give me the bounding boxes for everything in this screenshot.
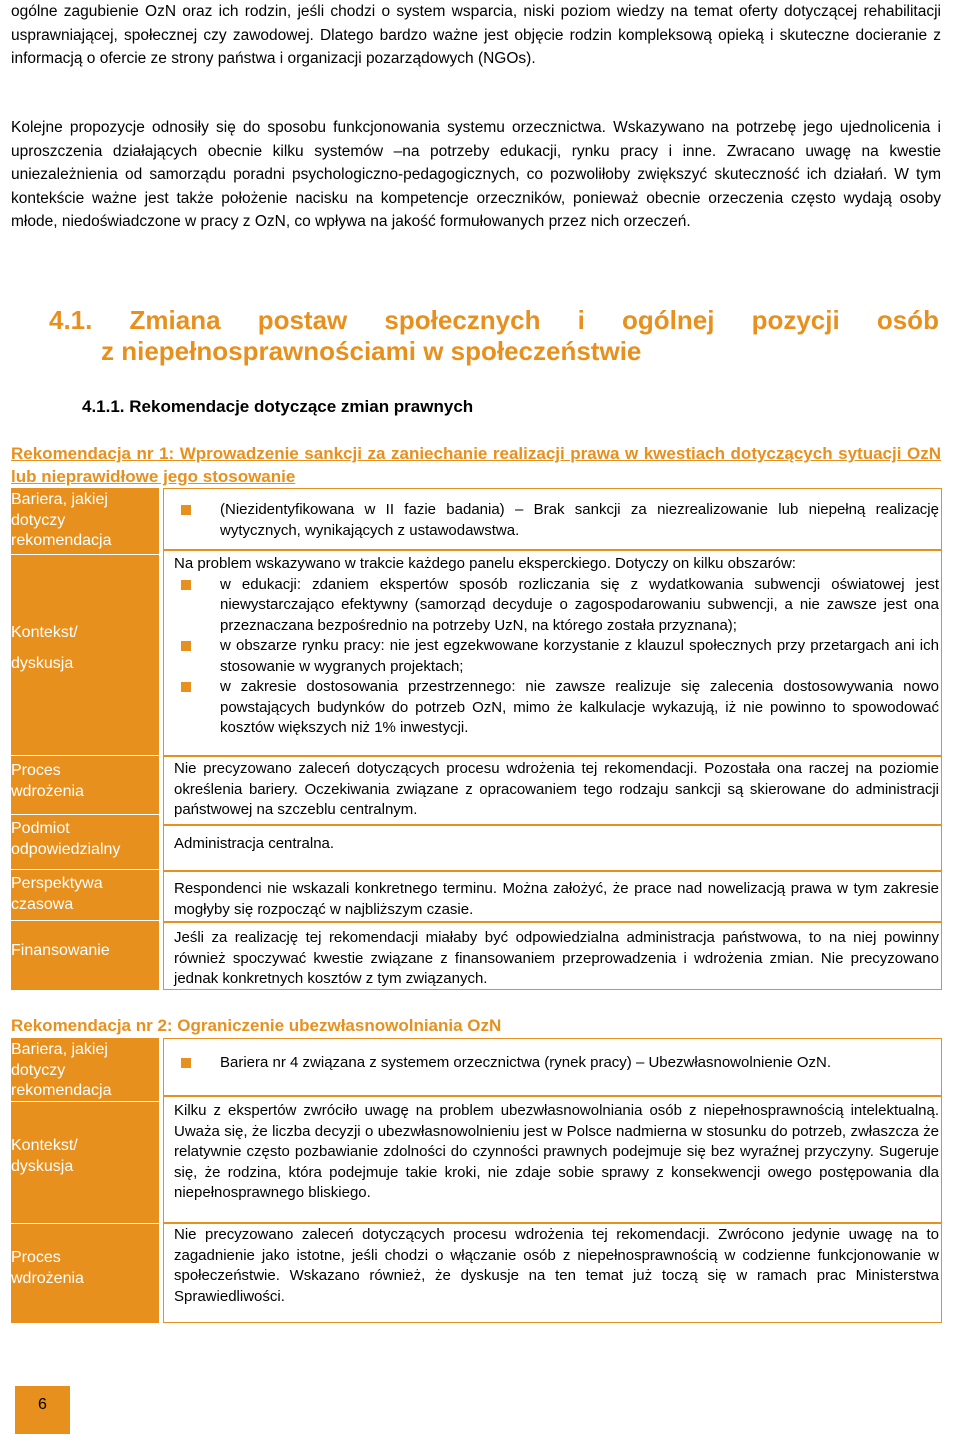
section-heading-line2: z niepełnosprawnościami w społeczeństwie <box>101 336 642 366</box>
intro-paragraph: ogólne zagubienie OzN oraz ich rodzin, jeśli chodzi o system wsparcia, niski poziom wiedzy na temat oferty dotyczącej rehabilitacji usprawniającej, społecznej czy zawodowej. Dlatego bardzo ważne jest objęcie rodzin kompleksową opieką i skuteczne docieranie z informacją o ofercie ze strony państwa i organizacji pozarządowych (NGOs). <box>11 3 941 67</box>
section-heading-line1: 4.1. Zmiana postaw społecznych i ogólnej pozycji osób <box>49 305 939 335</box>
rec2-bariera-cell: Bariera nr 4 związana z systemem orzecznictwa (rynek pracy) – Ubezwłasnowolnienie OzN. <box>174 1053 939 1074</box>
list-item: w zakresie dostosowania przestrzennego: nie zawsze realizuje się zalecenia dostosowywania nowo powstających budynków do potrzeb OzN, mimo że kalkulacje wykazują, iż nie powinno to spowodować kosztów większych niż 1% inwestycji. <box>174 677 939 739</box>
rec1-content-box <box>163 488 942 990</box>
rec2-label-kontekst: Kontekst/ dyskusja <box>11 1137 78 1175</box>
page-number: 6 <box>38 1396 47 1413</box>
rec1-kontekst-cell: Na problem wskazywano w trakcie każdego panelu eksperckiego. Dotyczy on kilku obszarów: w edukacji: zdaniem ekspertów sposób rozliczania się z wydatkowania subwencji oświatowej jest niewystarczająco efektywny (samorząd decyduje o zagospodarowaniu subwencji, a nie zawsze jest ona przeznaczana bezpośrednio na potrzeby UzN, na którego została przyznana); w obszarze rynku pracy: nie jest egzekwowane korzystanie z klauzul społecznych przy przetargach ani ich stosowanie w wygranych projektach; w zakresie dostosowania przestrzennego: nie zawsze realizuje się zalecenia dostosowywania nowo powstających budynków do potrzeb OzN, mimo że kalkulacje wykazują, iż nie powinno to spowodować kosztów większych niż 1% inwestycji. <box>174 554 939 739</box>
rec1-label-perspektywa: Perspektywa czasowa <box>11 875 103 913</box>
rec1-label-finansowanie: Finansowanie <box>11 942 110 959</box>
orzecznictwo-paragraph: Kolejne propozycje odnosiły się do sposobu funkcjonowania systemu orzecznictwa. Wskazywano na potrzebę jego ujednolicenia i uproszczenia działających obecnie kilku systemów –na potrzeby edukacji, rynku pracy i inne. Zwracano uwagę na kwestie uniezależnienia od samorządu poradni psychologiczno-pedagogicznych, co pozwoliłoby zwiększyć skuteczność ich działań. W tym kontekście ważne jest także położenie nacisku na kompetencje orzeczników, ponieważ obecnie orzeczenia często wydają osoby młode, niedoświadczone w pracy z OzN, co wpływa na jakość formułowanych przez nich orzeczeń. <box>11 119 941 230</box>
rec1-title: Rekomendacja nr 1: Wprowadzenie sankcji za zaniechanie realizacji prawa w kwestiach dotyczących sytuacji OzN lub nieprawidłowe jego stosowanie <box>11 444 941 486</box>
rec2-label-bariera: Bariera, jakiej dotyczy rekomendacja <box>11 1041 112 1099</box>
page-number-box <box>15 1386 70 1434</box>
bullet-square-icon <box>181 682 191 692</box>
rec1-label-dyskusja: dyskusja <box>11 655 74 672</box>
rec1-label-kontekst: Kontekst/ <box>11 624 78 641</box>
section-number: 4.1. <box>49 305 93 335</box>
rec1-bariera-cell: (Niezidentyfikowana w II fazie badania) – Brak sankcji za niezrealizowanie lub niepełną realizację wytycznych, wynikających z ustawodawstwa. <box>174 500 939 541</box>
list-item: w obszarze rynku pracy: nie jest egzekwowane korzystanie z klauzul społecznych przy przetargach ani ich stosowanie w wygranych projektach; <box>174 636 939 677</box>
rec1-proces-cell: Nie precyzowano zaleceń dotyczących procesu wdrożenia tej rekomendacji. Pozostała ona raczej na poziomie określenia bariery. Oczekiwania związane z opracowaniem tego rodzaju sankcji są skierowane do administracji państwowej na szczeblu centralnym. <box>174 760 939 818</box>
rec1-podmiot-cell: Administracja centralna. <box>174 835 335 852</box>
rec1-perspektywa-cell: Respondenci nie wskazali konkretnego terminu. Można założyć, że prace nad nowelizacją prawa w tym zakresie mogłyby się rozpocząć w najbliższym czasie. <box>174 880 939 918</box>
rec2-label-column <box>11 1038 159 1323</box>
rec2-kontekst-cell: Kilku z ekspertów zwróciło uwagę na problem ubezwłasnowolniania osób z niepełnosprawnością intelektualną. Uważa się, że liczba decyzji o ubezwłasnowolnieniu jest w Polsce nadmierna w stosunku do potrzeb, zwłaszcza że relatywnie często pozbawianie zdolności do czynności prawnych podejmuje się bez wyraźnej przyczyny. Sugeruje się, że rodzina, która podejmuje takie kroki, nie zdaje sobie sprawy z konsekwencji owego postępowania dla niepełnosprawnego bliskiego. <box>174 1102 939 1201</box>
bullet-square-icon <box>181 641 191 651</box>
bullet-square-icon <box>181 1058 191 1068</box>
section-heading <box>49 305 939 367</box>
rec2-title: Rekomendacja nr 2: Ograniczenie ubezwłasnowolniania OzN <box>11 1016 502 1035</box>
list-item: w edukacji: zdaniem ekspertów sposób rozliczania się z wydatkowania subwencji oświatowej jest niewystarczająco efektywny (samorząd decyduje o zagospodarowaniu subwencji, a nie zawsze jest ona przeznaczana bezpośrednio na potrzeby UzN, na którego została przyznana); <box>174 575 939 637</box>
rec1-label-podmiot: Podmiot odpowiedzialny <box>11 820 121 858</box>
rec1-label-bariera: Bariera, jakiej dotyczy rekomendacja <box>11 491 112 549</box>
rec1-label-column <box>11 488 159 990</box>
rec2-content-box <box>163 1038 942 1323</box>
bullet-square-icon <box>181 580 191 590</box>
bullet-square-icon <box>181 505 191 515</box>
rec1-finansowanie-cell: Jeśli za realizację tej rekomendacji miałaby być odpowiedzialna administracja państwowa, to na niej powinny również spoczywać kwestie związane z finansowaniem przeprowadzenia i wdrożenia zmian. Nie precyzowano jednak konkretnych kosztów z tym związanych. <box>174 929 939 987</box>
subsection-heading: 4.1.1. Rekomendacje dotyczące zmian prawnych <box>82 397 474 416</box>
rec2-label-proces: Proces wdrożenia <box>11 1249 84 1287</box>
rec2-proces-cell: Nie precyzowano zaleceń dotyczących procesu wdrożenia tej rekomendacji. Zwrócono jedynie uwagę na to zagadnienie jako istotne, jeśli chodzi o włączanie osób z niepełnosprawnością w codzienne funkcjonowanie w społeczeństwie. Wskazano również, że dyskusje na ten temat już toczą się w ramach prac Ministerstwa Sprawiedliwości. <box>174 1226 939 1305</box>
rec1-label-proces: Proces wdrożenia <box>11 762 84 800</box>
